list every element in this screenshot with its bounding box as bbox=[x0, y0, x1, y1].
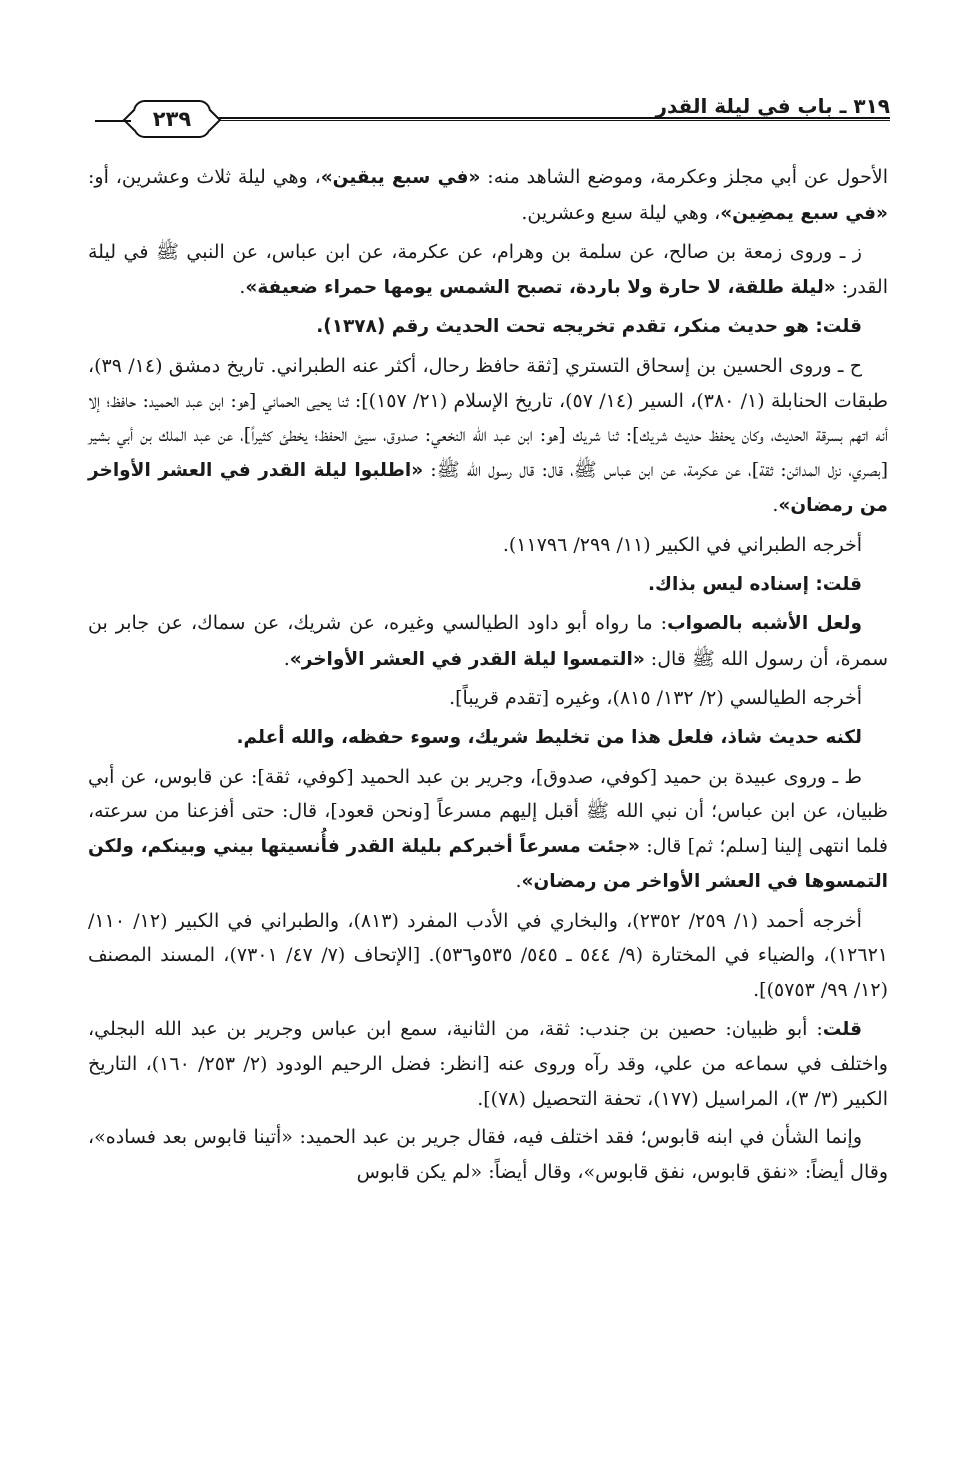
bold-run: «في سبع يمضِين» bbox=[720, 202, 888, 224]
bold-run: قلت: إسناده ليس بذاك. bbox=[647, 573, 862, 595]
header-rule-short bbox=[95, 120, 131, 122]
paragraph-p12 bbox=[88, 1012, 888, 1117]
paragraph-p11 bbox=[88, 904, 888, 1008]
paragraph-p8 bbox=[88, 681, 888, 716]
text-run: أخرجه أحمد (١/ ٢٥٩/ ٢٣٥٢)، والبخاري في الأدب المفرد (٨١٣)، والطبراني في الكبير (١٢/ ١١٠/ ١٢٦٢١)، والضياء في المختارة (٩/ ٥٤٤ ـ ٥٤٥/ ٥٣٥و٥٣٦). [الإتحاف (٧/ ٤٧/ ٧٣٠١)، المسند المصنف (١٢/ ٩٩/ ٥٧٥٣)]. bbox=[88, 909, 888, 1002]
text-run: : ما رواه أبو داود الطيالسي وغيره، عن شريك، عن سماك، عن جابر بن سمرة، أن رسول الله ﷺ قال: bbox=[88, 612, 888, 670]
header-rule bbox=[213, 117, 890, 121]
bold-run: ولعل الأشبه بالصواب bbox=[667, 613, 863, 635]
bold-run: «جئت مسرعاً أخبركم بليلة القدر فأُنسيتها بيني وبينكم، ولكن التمسوها في العشر الأواخر من رمضان» bbox=[88, 835, 888, 893]
text-run: ز ـ وروى زمعة بن صالح، عن سلمة بن وهرام، عن عكرمة، عن ابن عباس، عن النبي ﷺ في ليلة القدر: bbox=[88, 241, 888, 298]
text-run: الأحول عن أبي مجلز وعكرمة، وموضع الشاهد منه: bbox=[480, 166, 888, 188]
running-title: ٣١٩ ـ باب في ليلة القدر bbox=[655, 94, 890, 118]
text-run: ، وهي ليلة ثلاث وعشرين، أو: bbox=[88, 166, 321, 188]
text-run: . bbox=[772, 494, 779, 517]
page-number-ornament bbox=[133, 100, 211, 138]
paragraph-p13 bbox=[88, 1120, 888, 1189]
paragraph-p9 bbox=[88, 720, 888, 756]
paragraph-p4 bbox=[88, 349, 888, 524]
bold-run: «التمسوا ليلة القدر في العشر الأواخر» bbox=[289, 648, 645, 670]
paragraph-p2 bbox=[88, 235, 888, 305]
bold-run: «في سبع يبقين» bbox=[320, 167, 481, 188]
paragraph-p7 bbox=[88, 606, 888, 677]
bold-run: لكنه حديث شاذ، فلعل هذا من تخليط شريك، وسوء حفظه، والله أعلم. bbox=[236, 726, 862, 748]
bold-run: «اطلبوا ليلة القدر في العشر الأواخر من رمضان» bbox=[88, 459, 888, 517]
text-run: أخرجه الطيالسي (٢/ ١٣٢/ ٨١٥)، وغيره [تقدم قريباً]. bbox=[449, 687, 862, 710]
text-run: . bbox=[239, 275, 246, 298]
text-run: . bbox=[515, 870, 522, 893]
bold-run: قلت bbox=[822, 1018, 862, 1040]
text-run: أخرجه الطبراني في الكبير (١١/ ٢٩٩/ ١١٧٩٦). bbox=[502, 533, 862, 556]
text-run: وإنما الشأن في ابنه قابوس؛ فقد اختلف فيه، فقال جرير بن عبد الحميد: «أتينا قابوس بعد فساده»، وقال أيضاً: «نفق قابوس، نفق قابوس»، وقال أيضاً: «لم يكن قابوس bbox=[88, 1126, 888, 1184]
paragraph-p5 bbox=[88, 528, 888, 563]
paragraph-p1 bbox=[88, 160, 888, 231]
text-run: : أبو ظبيان: حصين بن جندب: ثقة، من الثانية، سمع ابن عباس وجرير بن عبد الله البجلي، واختلف في سماعه من علي، وقد رآه وروى عنه [انظر: فضل الرحيم الودود (٢/ ٢٥٣/ ١٦٠)، التاريخ الكبير (٣/ ٣)، المراسيل (١٧٧)، تحفة التحصيل (٧٨)]. bbox=[88, 1017, 888, 1110]
main-text bbox=[88, 160, 888, 1190]
text-run: ط ـ وروى عبيدة بن حميد [كوفي، صدوق]، وجرير بن عبد الحميد [كوفي، ثقة]: عن قابوس، عن أبي ظبيان، عن ابن عباس؛ أن نبي الله ﷺ أقبل إليهم مسرعاً [ونحن قعود]، قال: حتى أفزعنا من سرعته، فلما انتهى إلينا [سلم؛ ثم] قال: bbox=[88, 765, 888, 857]
page-header bbox=[95, 86, 890, 136]
paragraph-p10 bbox=[88, 760, 888, 900]
bold-run: «ليلة طلقة، لا حارة ولا باردة، تصبح الشمس يومها حمراء ضعيفة» bbox=[245, 276, 836, 298]
paragraph-p3 bbox=[88, 309, 888, 345]
text-run: ، وهي ليلة سبع وعشرين. bbox=[521, 201, 721, 224]
bold-run: قلت: هو حديث منكر، تقدم تخريجه تحت الحديث رقم (١٣٧٨). bbox=[316, 316, 862, 338]
paragraph-p6 bbox=[88, 567, 888, 603]
text-run: ح ـ وروى الحسين بن إسحاق التستري [ثقة حافظ رحال، أكثر عنه الطبراني. تاريخ دمشق (١٤/ ٣٩)، طبقات الحنابلة (١/ ٣٨٠)، السير (١٤/ ٥٧)، تاريخ الإسلام (٢١/ ١٥٧)]: ثنا يحيى الحماني [هو: ابن عبد الحميد: حافظ؛ إلا أنه اتهم بسرقة الحديث، وكان يحفظ حديث شريك]: ثنا شريك [هو: ابن عبد الله النخعي: صدوق، سيئ الحفظ؛ يخطئ كثيراً]، عن عبد الملك بن أبي بشير [بصري، نزل المدائن: ثقة]، عن عكرمة، عن ابن عباس ﷺ، قال: قال رسول الله ﷺ: bbox=[88, 354, 888, 481]
text-run: . bbox=[283, 647, 290, 670]
page-number: ٢٣٩ bbox=[152, 107, 192, 131]
